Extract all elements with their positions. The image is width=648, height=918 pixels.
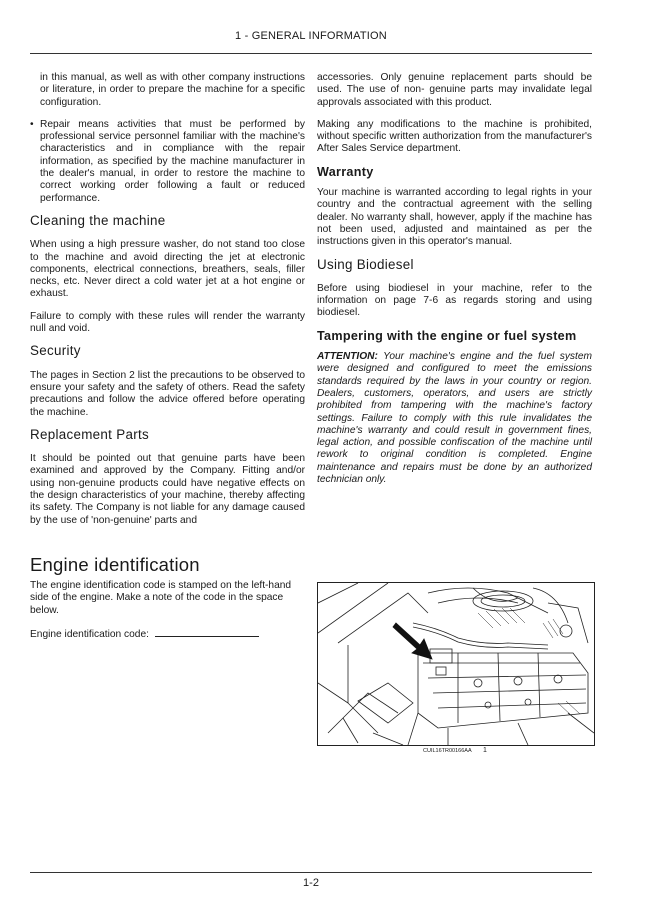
attention-label: ATTENTION:: [317, 351, 378, 363]
biodiesel-paragraph: Before using biodiesel in your machine, refer to the information on page 7-6 as regards storing and using biodiesel.: [317, 282, 592, 319]
engine-identification-text: [30, 580, 305, 651]
biodiesel-heading: Using Biodiesel: [317, 256, 414, 272]
security-heading: Security: [30, 343, 81, 359]
pointer-arrow: [393, 623, 432, 659]
engine-identification-title: Engine identification: [30, 554, 200, 575]
engine-id-paragraph: The engine identification code is stamped on the left-hand side of the engine. Make a note of the code in the space below.: [30, 580, 292, 616]
bullet-repair-text: Repair means activities that must be performed by professional service personnel familiar with the machine's characteristics and in compliance with the repair information, as specified by the machine manufacturer in the dealer's manual, in order to restore the machine to correct working order following a fault or reduced performance.: [40, 118, 305, 204]
figure-caption-code: CUIL16TR00166AA: [423, 748, 472, 754]
attention-text: Your machine's engine and the fuel system were designed and configured to meet the emissions standards required by the laws in your country or region. Dealers, customers, operators, and users are strictly prohibited from tampering with the machine's factory settings. Failure to comply with this rule invalidates the machine's warranty and could result in government fines, legal action, and possible confiscation of the machine until rework to original condition is completed. Engine maintenance and repairs must be done by an authorized technician only.: [317, 351, 592, 486]
bullet-dot: •: [30, 118, 34, 130]
engine-code-label: Engine identification code:: [30, 628, 149, 640]
replacement-paragraph: It should be pointed out that genuine parts have been examined and approved by the Company. Fitting and/or using non-genuine products could have negative effects on the design characteristics of your machine, thereby affecting its safety. The Company is not liable for any damage caused by the use of 'non-genuine' parts and: [30, 453, 305, 526]
security-paragraph: The pages in Section 2 list the precautions to be observed to ensure your safety and the safety of others. Read the safety precautions and follow the advice offered before operating the machine.: [30, 369, 305, 418]
cleaning-paragraph-1: When using a high pressure washer, do not stand too close to the machine and avoid directing the jet at electronic components, electrical connections, breathers, seals, filler necks, etc. Never direct a cold water jet at a hot engine or exhaust.: [30, 239, 305, 300]
attention-paragraph: [317, 351, 592, 486]
cleaning-heading: Cleaning the machine: [30, 212, 166, 228]
figure-number: 1: [483, 747, 487, 754]
tampering-heading: Tampering with the engine or fuel system: [317, 328, 577, 343]
engine-code-row: [30, 627, 305, 641]
page-header: 1 - GENERAL INFORMATION: [235, 30, 387, 42]
intro-continued: in this manual, as well as with other company instructions or literature, in order to prepare the machine for a specific configuration.: [40, 72, 305, 108]
footer-rule: [30, 872, 592, 873]
page-number: 1-2: [303, 877, 319, 889]
cleaning-paragraph-2: Failure to comply with these rules will render the warranty null and void.: [30, 310, 305, 335]
left-column: [30, 72, 305, 537]
replacement-heading: Replacement Parts: [30, 426, 149, 442]
engine-code-blank-line: [155, 627, 259, 637]
right-column: [317, 72, 592, 496]
warranty-heading: Warranty: [317, 164, 374, 179]
bullet-repair: [30, 119, 305, 205]
modifications-paragraph: Making any modifications to the machine is prohibited, without specific written authorization from the manufacturer's After Sales Service department.: [317, 118, 592, 155]
engine-figure: [317, 582, 595, 746]
header-rule: [30, 53, 592, 54]
engine-line-drawing: [318, 583, 594, 745]
accessories-paragraph: accessories. Only genuine replacement parts should be used. The use of non- genuine parts may invalidate legal approvals associated with this product.: [317, 72, 592, 108]
warranty-paragraph: Your machine is warranted according to legal rights in your country and the contractual agreement with the selling dealer. No warranty shall, however, apply if the machine has not been used, adjusted and maintained as per the instructions given in this operator's manual.: [317, 187, 592, 248]
